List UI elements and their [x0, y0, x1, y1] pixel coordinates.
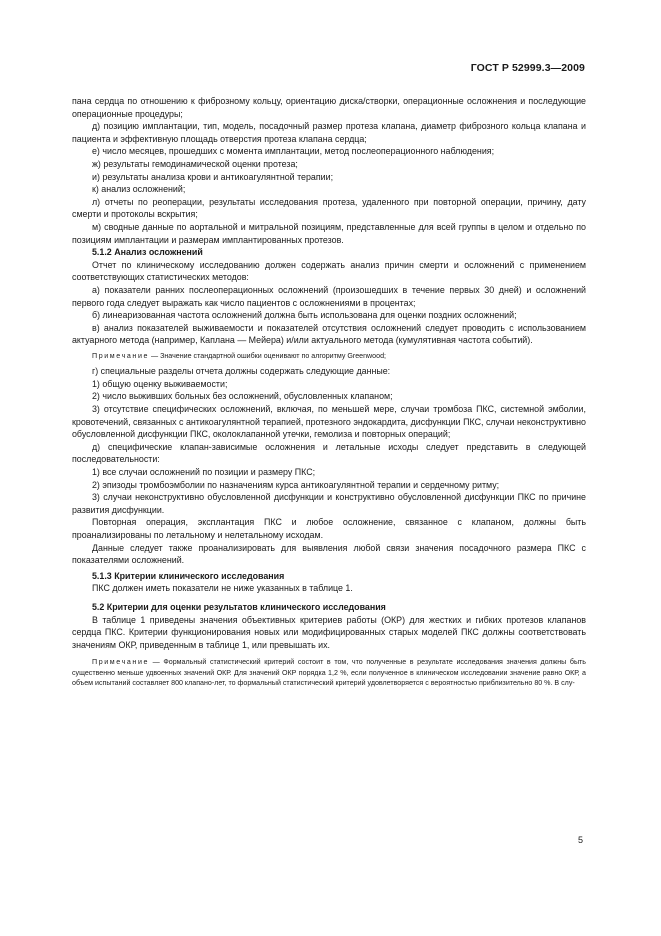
list-item-zh: ж) результаты гемодинамической оценки протеза;	[92, 158, 298, 169]
section-5-2-text: В таблице 1 приведены значения объективных критериев работы (ОКР) для жестких и гибких протезов клапанов сердца ПКС. Критерии функционирования новых или модифицированных старых моделей ПКС должны соответствовать значениям ОКР, приведенным в таблице 1, или превышать их.	[72, 614, 586, 650]
list-item-k: к) анализ осложнений;	[92, 184, 186, 195]
paragraph-continuation: пана сердца по отношению к фиброзному кольцу, ориентацию диска/створки, операционные осложнения и последующие операционные процедуры;	[72, 96, 586, 119]
note-label: Примечание	[92, 351, 150, 360]
list-item-g: г) специальные разделы отчета должны содержать следующие данные:	[92, 366, 391, 377]
list-item-d2-2: 2) эпизоды тромбоэмболии по назначениям курса антикоагулянтной терапии и сердечному ритму;	[92, 479, 500, 490]
list-item-l: л) отчеты по реоперации, результаты исследования протеза, удаленного при повторной операции, причину, дату смерти и протоколы вскрытия;	[72, 196, 586, 220]
section-5-1-2-intro: Отчет по клиническому исследованию должен содержать анализ причин смерти и осложнений с применением соответствующих статистических методов:	[72, 259, 586, 283]
list-item-a: а) показатели ранних послеоперационных осложнений (произошедших в течение первых 30 дней) и осложнений первого года следует выражать как число пациентов с осложнениями в процентах;	[72, 284, 586, 308]
list-item-d2-1: 1) все случаи осложнений по позиции и размеру ПКС;	[92, 467, 316, 478]
list-item-m: м) сводные данные по аортальной и митральной позициям, представленные для всей группы в целом и отдельно по позициям имплантации и размерам имплантированных протезов.	[72, 221, 586, 245]
section-heading-5-1-3: 5.1.3 Критерии клинического исследования	[92, 570, 285, 581]
standard-code: ГОСТ Р 52999.3—2009	[470, 62, 585, 74]
page-number: 5	[577, 835, 583, 845]
list-item-v: в) анализ показателей выживаемости и показателей отсутствия осложнений следует проводить с использованием актуарного метода (например, Каплана — Мейера) и/или актуального метода (кумулятивная частота событий).	[72, 322, 586, 346]
note-statistical-criterion	[72, 657, 586, 688]
document-body	[72, 95, 586, 693]
list-item-d2-3: 3) случаи неконструктивно обусловленной дисфункции и конструктивно обусловленной дисфункции ПКС по причине развития дисфункции.	[72, 492, 586, 515]
list-item-g-1: 1) общую оценку выживаемости;	[92, 378, 228, 389]
paragraph-size-analysis: Данные следует также проанализировать для выявления любой связи значения посадочного размера ПКС с показателями осложнений.	[72, 542, 586, 566]
list-item-g-2: 2) число выживших больных без осложнений, обусловленных клапаном;	[92, 391, 393, 402]
list-item-b: б) линеаризованная частота осложнений должна быть использована для оценки поздних осложнений;	[92, 310, 517, 321]
section-5-1-3-text: ПКС должен иметь показатели не ниже указанных в таблице 1.	[92, 583, 353, 594]
list-item-d: д) позицию имплантации, тип, модель, посадочный размер протеза клапана, диаметр фиброзного кольца клапана и пациента и эффективную площадь отверстия протеза клапана сердца;	[72, 121, 586, 144]
list-item-g-3: 3) отсутствие специфических осложнений, включая, по меньшей мере, случаи тромбоза ПКС, системной эмболии, кровотечений, связанных с антикоагулянтной терапией, протезного эндокардита, дисфункции ПКС, случаи неконструктивно обусловленной дисфункции ПКС, околоклапанной утечки, гемолиза и повторных операций;	[72, 404, 586, 440]
list-item-d2: д) специфические клапан-зависимые осложнения и летальные исходы следует представить в следующей последовательности:	[72, 441, 586, 465]
section-heading-5-1-2: 5.1.2 Анализ осложнений	[92, 247, 203, 258]
note-text: — Значение стандартной ошибки оценивают по алгоритму Greenwood;	[149, 351, 386, 360]
note-label-2: Примечание	[92, 658, 150, 667]
paragraph-reoperation: Повторная операция, эксплантация ПКС и любое осложнение, связанное с клапаном, должны быть проанализированы по летальному и нелетальному исходам.	[72, 517, 586, 540]
note-text-2: — Формальный статистический критерий состоит в том, что полученные в результате исследования значения должны быть существенно меньше удвоенных значений ОКР. Для значений ОКР порядка 1,2 %, если полученное в клиническом исследовании значение равно ОКР, а объем испытаний составляет 800 клапано-лет, то формальный статистический критерий удовлетворяется с вероятностью приблизительно 80 %. В слу-	[72, 658, 586, 688]
list-item-e: е) число месяцев, прошедших с момента имплантации, метод послеоперационного наблюдения;	[92, 146, 495, 157]
list-item-i: и) результаты анализа крови и антикоагулянтной терапии;	[92, 171, 334, 182]
note-greenwood	[72, 351, 586, 361]
section-heading-5-2: 5.2 Критерии для оценки результатов клинического исследования	[92, 601, 386, 612]
